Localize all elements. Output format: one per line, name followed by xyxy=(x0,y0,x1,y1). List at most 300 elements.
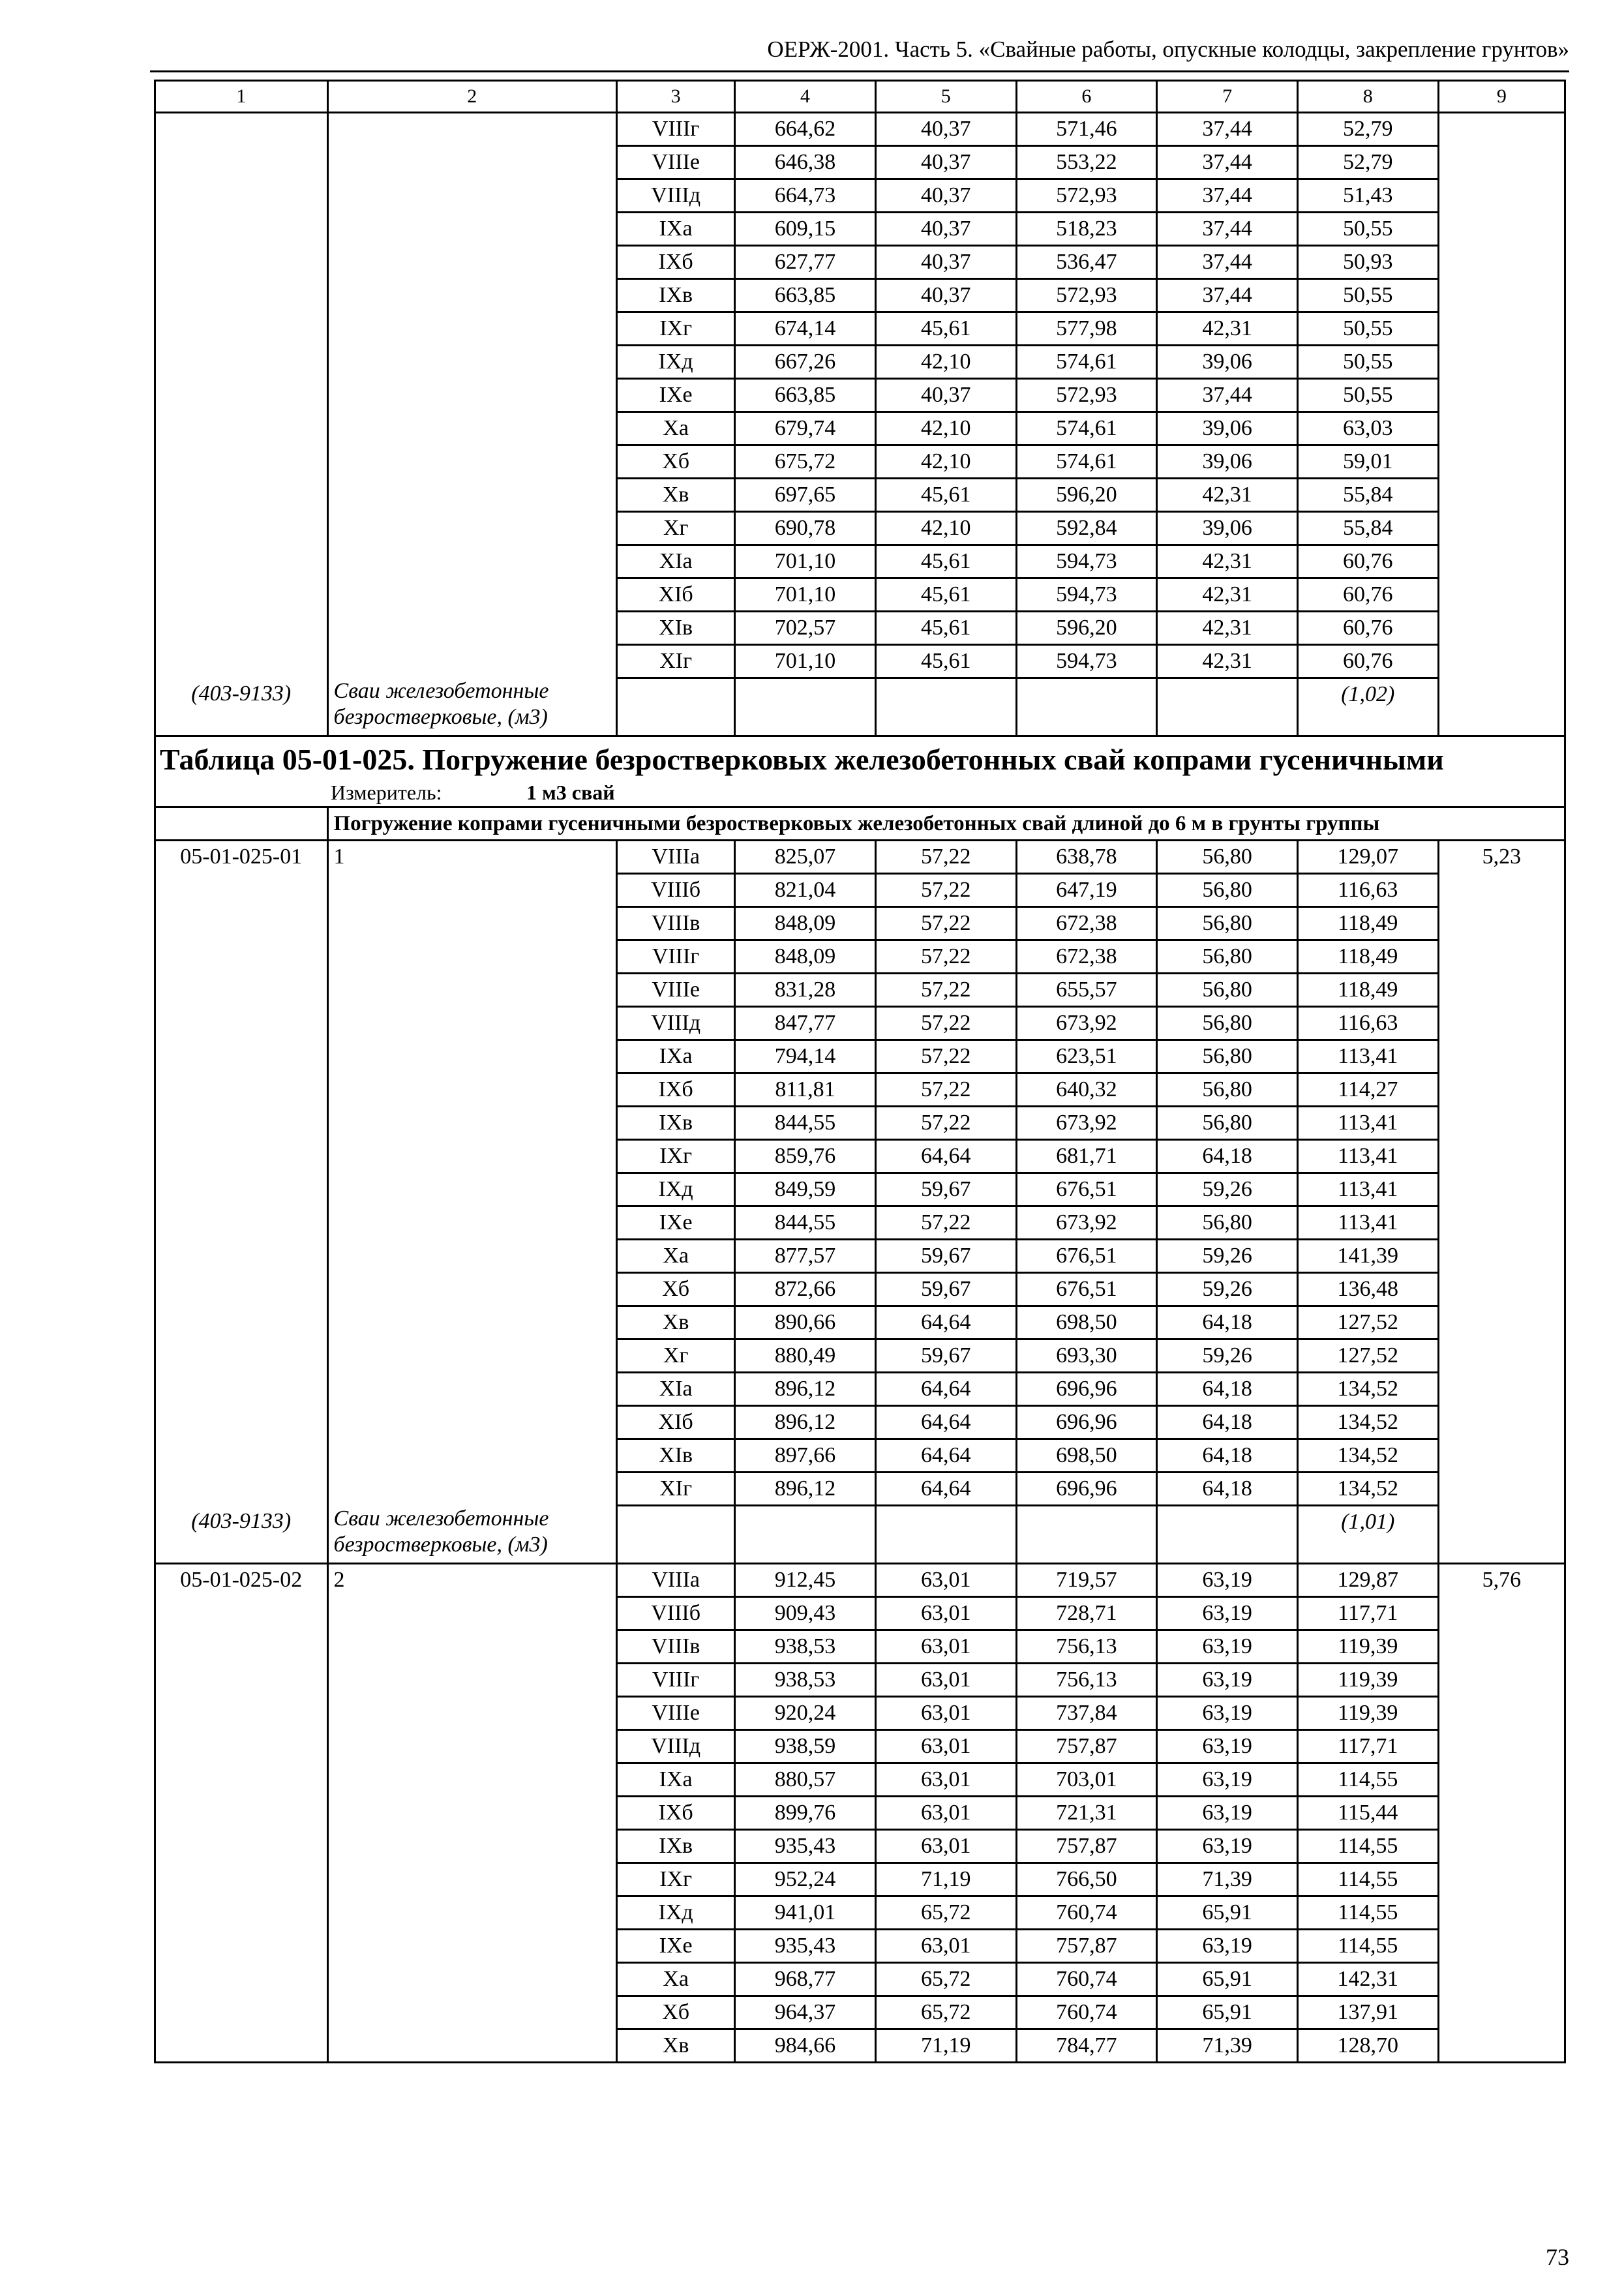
machines-cost-cell: 693,30 xyxy=(1016,1339,1157,1373)
total-cost-cell: 896,12 xyxy=(735,1406,876,1439)
soil-group-cell: VIIIа xyxy=(617,1564,735,1597)
total-cost-cell: 848,09 xyxy=(735,940,876,974)
wages-cell: 57,22 xyxy=(875,1007,1016,1040)
materials-cost-cell: 114,55 xyxy=(1297,1763,1438,1797)
wages-cell: 45,61 xyxy=(875,545,1016,578)
total-cost-cell: 831,28 xyxy=(735,974,876,1007)
unit-row-cell xyxy=(155,779,1565,807)
soil-group-cell: IXд xyxy=(617,1896,735,1930)
materials-cost-cell: 113,41 xyxy=(1297,1140,1438,1173)
machines-cost-cell: 518,23 xyxy=(1016,213,1157,246)
column-number: 1 xyxy=(155,81,328,113)
soil-group-cell: XIб xyxy=(617,578,735,612)
total-cost-cell: 702,57 xyxy=(735,612,876,645)
page-number: 73 xyxy=(1546,2244,1569,2270)
total-cost-cell: 821,04 xyxy=(735,874,876,907)
wages-cell: 63,01 xyxy=(875,1564,1016,1597)
column-number: 9 xyxy=(1438,81,1565,113)
machinist-wages-cell: 59,26 xyxy=(1157,1240,1298,1273)
total-cost-cell: 872,66 xyxy=(735,1273,876,1306)
running-header: ОЕРЖ-2001. Часть 5. «Свайные работы, опускные колодцы, закрепление грунтов» xyxy=(767,37,1569,62)
machines-cost-cell: 719,57 xyxy=(1016,1564,1157,1597)
soil-group-cell: Xа xyxy=(617,1963,735,1996)
total-cost-cell: 844,55 xyxy=(735,1206,876,1240)
machines-cost-cell: 766,50 xyxy=(1016,1863,1157,1896)
wages-cell: 65,72 xyxy=(875,1963,1016,1996)
column-number: 3 xyxy=(617,81,735,113)
unit-label: Измеритель: xyxy=(331,781,442,804)
total-cost-cell: 912,45 xyxy=(735,1564,876,1597)
total-cost-cell: 877,57 xyxy=(735,1240,876,1273)
machinist-wages-cell: 56,80 xyxy=(1157,1206,1298,1240)
soil-group-cell: VIIIб xyxy=(617,874,735,907)
soil-group-cell: IXг xyxy=(617,1863,735,1896)
materials-cost-cell: 114,55 xyxy=(1297,1863,1438,1896)
wages-cell: 57,22 xyxy=(875,874,1016,907)
machines-cost-cell: 572,93 xyxy=(1016,279,1157,312)
soil-group-cell: VIIIг xyxy=(617,113,735,146)
wages-cell: 42,10 xyxy=(875,512,1016,545)
machinist-wages-cell: 37,44 xyxy=(1157,279,1298,312)
soil-group-cell: IXд xyxy=(617,1173,735,1206)
rate-code: 05-01-025-02 xyxy=(155,1564,328,2063)
empty-cell xyxy=(875,678,1016,736)
machines-cost-cell: 640,32 xyxy=(1016,1073,1157,1107)
wages-cell: 63,01 xyxy=(875,1930,1016,1963)
estimate-table xyxy=(154,80,1566,2063)
machinist-wages-cell: 39,06 xyxy=(1157,346,1298,379)
machines-cost-cell: 728,71 xyxy=(1016,1597,1157,1630)
total-cost-cell: 968,77 xyxy=(735,1963,876,1996)
machines-cost-cell: 673,92 xyxy=(1016,1007,1157,1040)
total-cost-cell: 663,85 xyxy=(735,279,876,312)
machines-cost-cell: 596,20 xyxy=(1016,479,1157,512)
wages-cell: 65,72 xyxy=(875,1996,1016,2029)
materials-cost-cell: 55,84 xyxy=(1297,479,1438,512)
soil-group-cell: IXб xyxy=(617,1073,735,1107)
wages-cell: 57,22 xyxy=(875,974,1016,1007)
total-cost-cell: 880,57 xyxy=(735,1763,876,1797)
rate-number: 1 xyxy=(327,841,617,1506)
machines-cost-cell: 594,73 xyxy=(1016,645,1157,678)
materials-cost-cell: 127,52 xyxy=(1297,1306,1438,1339)
total-cost-cell: 909,43 xyxy=(735,1597,876,1630)
materials-cost-cell: 134,52 xyxy=(1297,1439,1438,1473)
machinist-wages-cell: 42,31 xyxy=(1157,578,1298,612)
materials-cost-cell: 116,63 xyxy=(1297,874,1438,907)
soil-group-cell: IXв xyxy=(617,1107,735,1140)
machinist-wages-cell: 63,19 xyxy=(1157,1630,1298,1664)
materials-cost-cell: 114,55 xyxy=(1297,1830,1438,1863)
machinist-wages-cell: 63,19 xyxy=(1157,1830,1298,1863)
resource-qty: (1,01) xyxy=(1297,1506,1438,1564)
total-cost-cell: 697,65 xyxy=(735,479,876,512)
materials-cost-cell: 52,79 xyxy=(1297,146,1438,179)
materials-cost-cell: 115,44 xyxy=(1297,1797,1438,1830)
wages-cell: 45,61 xyxy=(875,612,1016,645)
soil-group-cell: Xа xyxy=(617,412,735,445)
wages-cell: 40,37 xyxy=(875,179,1016,213)
machines-cost-cell: 574,61 xyxy=(1016,412,1157,445)
empty-cell xyxy=(617,1506,735,1564)
soil-group-cell: XIб xyxy=(617,1406,735,1439)
wages-cell: 42,10 xyxy=(875,412,1016,445)
wages-cell: 57,22 xyxy=(875,1206,1016,1240)
machines-cost-cell: 721,31 xyxy=(1016,1797,1157,1830)
machinist-wages-cell: 42,31 xyxy=(1157,545,1298,578)
machines-cost-cell: 757,87 xyxy=(1016,1930,1157,1963)
machines-cost-cell: 571,46 xyxy=(1016,113,1157,146)
materials-cost-cell: 141,39 xyxy=(1297,1240,1438,1273)
soil-group-cell: IXг xyxy=(617,312,735,346)
machines-cost-cell: 592,84 xyxy=(1016,512,1157,545)
machinist-wages-cell: 65,91 xyxy=(1157,1896,1298,1930)
machinist-wages-cell: 71,39 xyxy=(1157,1863,1298,1896)
machines-cost-cell: 696,96 xyxy=(1016,1473,1157,1506)
total-cost-cell: 935,43 xyxy=(735,1930,876,1963)
total-cost-cell: 701,10 xyxy=(735,578,876,612)
machinist-wages-cell: 42,31 xyxy=(1157,479,1298,512)
machines-cost-cell: 757,87 xyxy=(1016,1830,1157,1863)
machines-cost-cell: 594,73 xyxy=(1016,578,1157,612)
soil-group-cell: IXв xyxy=(617,279,735,312)
soil-group-cell: IXа xyxy=(617,1040,735,1073)
soil-group-cell: Xб xyxy=(617,1273,735,1306)
wages-cell: 59,67 xyxy=(875,1173,1016,1206)
materials-cost-cell: 60,76 xyxy=(1297,578,1438,612)
materials-cost-cell: 129,07 xyxy=(1297,841,1438,874)
resource-ref: (403-9133) xyxy=(155,678,328,736)
machines-cost-cell: 672,38 xyxy=(1016,940,1157,974)
materials-cost-cell: 59,01 xyxy=(1297,445,1438,479)
materials-cost-cell: 127,52 xyxy=(1297,1339,1438,1373)
machines-cost-cell: 596,20 xyxy=(1016,612,1157,645)
total-cost-cell: 897,66 xyxy=(735,1439,876,1473)
rate-code: 05-01-025-01 xyxy=(155,841,328,1506)
materials-cost-cell: 134,52 xyxy=(1297,1473,1438,1506)
materials-cost-cell: 134,52 xyxy=(1297,1406,1438,1439)
materials-cost-cell: 52,79 xyxy=(1297,113,1438,146)
machinist-wages-cell: 56,80 xyxy=(1157,940,1298,974)
materials-cost-cell: 50,55 xyxy=(1297,279,1438,312)
machines-cost-cell: 760,74 xyxy=(1016,1896,1157,1930)
machinist-wages-cell: 63,19 xyxy=(1157,1697,1298,1730)
wages-cell: 57,22 xyxy=(875,907,1016,940)
header-rule xyxy=(150,70,1569,72)
machinist-wages-cell: 37,44 xyxy=(1157,146,1298,179)
soil-group-cell: Xб xyxy=(617,445,735,479)
soil-group-cell: IXв xyxy=(617,1830,735,1863)
wages-cell: 45,61 xyxy=(875,578,1016,612)
wages-cell: 40,37 xyxy=(875,279,1016,312)
empty-cell xyxy=(1016,1506,1157,1564)
unit-row xyxy=(155,779,1565,807)
machinist-wages-cell: 63,19 xyxy=(1157,1664,1298,1697)
machines-cost-cell: 760,74 xyxy=(1016,1963,1157,1996)
machinist-wages-cell: 42,31 xyxy=(1157,645,1298,678)
machines-cost-cell: 574,61 xyxy=(1016,346,1157,379)
machinist-wages-cell: 56,80 xyxy=(1157,1107,1298,1140)
machinist-wages-cell: 71,39 xyxy=(1157,2029,1298,2063)
materials-cost-cell: 55,84 xyxy=(1297,512,1438,545)
total-cost-cell: 690,78 xyxy=(735,512,876,545)
empty-col9-cell xyxy=(1438,113,1565,736)
soil-group-cell: IXе xyxy=(617,1930,735,1963)
machines-cost-cell: 698,50 xyxy=(1016,1439,1157,1473)
table-row xyxy=(155,1564,1565,1597)
machines-cost-cell: 676,51 xyxy=(1016,1240,1157,1273)
machinist-wages-cell: 64,18 xyxy=(1157,1473,1298,1506)
machinist-wages-cell: 59,26 xyxy=(1157,1273,1298,1306)
soil-group-cell: XIа xyxy=(617,545,735,578)
machines-cost-cell: 647,19 xyxy=(1016,874,1157,907)
materials-cost-cell: 50,55 xyxy=(1297,312,1438,346)
machinist-wages-cell: 39,06 xyxy=(1157,512,1298,545)
machines-cost-cell: 737,84 xyxy=(1016,1697,1157,1730)
wages-cell: 57,22 xyxy=(875,841,1016,874)
machinist-wages-cell: 56,80 xyxy=(1157,1007,1298,1040)
materials-cost-cell: 118,49 xyxy=(1297,907,1438,940)
empty-cell xyxy=(1157,678,1298,736)
soil-group-cell: VIIIд xyxy=(617,1730,735,1763)
wages-cell: 42,10 xyxy=(875,445,1016,479)
machinist-wages-cell: 63,19 xyxy=(1157,1797,1298,1830)
machines-cost-cell: 673,92 xyxy=(1016,1107,1157,1140)
materials-cost-cell: 119,39 xyxy=(1297,1697,1438,1730)
machinist-wages-cell: 63,19 xyxy=(1157,1730,1298,1763)
machines-cost-cell: 638,78 xyxy=(1016,841,1157,874)
soil-group-cell: Xг xyxy=(617,512,735,545)
soil-group-cell: XIа xyxy=(617,1373,735,1406)
wages-cell: 65,72 xyxy=(875,1896,1016,1930)
machines-cost-cell: 756,13 xyxy=(1016,1630,1157,1664)
materials-cost-cell: 113,41 xyxy=(1297,1173,1438,1206)
soil-group-cell: Xб xyxy=(617,1996,735,2029)
total-cost-cell: 663,85 xyxy=(735,379,876,412)
wages-cell: 59,67 xyxy=(875,1273,1016,1306)
soil-group-cell: IXе xyxy=(617,1206,735,1240)
total-cost-cell: 938,53 xyxy=(735,1630,876,1664)
total-cost-cell: 849,59 xyxy=(735,1173,876,1206)
machinist-wages-cell: 37,44 xyxy=(1157,113,1298,146)
table-row xyxy=(155,841,1565,874)
resource-name: Сваи железобетонные безростверковые, (м3) xyxy=(327,1506,617,1564)
wages-cell: 64,64 xyxy=(875,1406,1016,1439)
total-cost-cell: 667,26 xyxy=(735,346,876,379)
wages-cell: 71,19 xyxy=(875,1863,1016,1896)
machines-cost-cell: 676,51 xyxy=(1016,1273,1157,1306)
total-cost-cell: 627,77 xyxy=(735,246,876,279)
column-number-row xyxy=(155,81,1565,113)
machinist-wages-cell: 37,44 xyxy=(1157,213,1298,246)
materials-cost-cell: 116,63 xyxy=(1297,1007,1438,1040)
total-cost-cell: 859,76 xyxy=(735,1140,876,1173)
soil-group-cell: IXг xyxy=(617,1140,735,1173)
empty-code-cell xyxy=(155,113,328,678)
total-cost-cell: 935,43 xyxy=(735,1830,876,1863)
materials-cost-cell: 113,41 xyxy=(1297,1040,1438,1073)
wages-cell: 64,64 xyxy=(875,1439,1016,1473)
total-cost-cell: 920,24 xyxy=(735,1697,876,1730)
total-cost-cell: 848,09 xyxy=(735,907,876,940)
machines-cost-cell: 681,71 xyxy=(1016,1140,1157,1173)
empty-cell xyxy=(1016,678,1157,736)
labour-cell: 5,23 xyxy=(1438,841,1565,1564)
section-subtitle: Погружение копрами гусеничными безростверковых железобетонных свай длиной до 6 м в грунты группы xyxy=(327,807,1565,841)
total-cost-cell: 952,24 xyxy=(735,1863,876,1896)
total-cost-cell: 701,10 xyxy=(735,645,876,678)
machinist-wages-cell: 56,80 xyxy=(1157,1040,1298,1073)
wages-cell: 63,01 xyxy=(875,1664,1016,1697)
empty-cell xyxy=(155,807,328,841)
soil-group-cell: VIIIд xyxy=(617,179,735,213)
total-cost-cell: 896,12 xyxy=(735,1473,876,1506)
materials-cost-cell: 50,93 xyxy=(1297,246,1438,279)
machinist-wages-cell: 59,26 xyxy=(1157,1173,1298,1206)
soil-group-cell: XIв xyxy=(617,612,735,645)
total-cost-cell: 664,73 xyxy=(735,179,876,213)
wages-cell: 64,64 xyxy=(875,1140,1016,1173)
materials-cost-cell: 117,71 xyxy=(1297,1597,1438,1630)
machines-cost-cell: 577,98 xyxy=(1016,312,1157,346)
machines-cost-cell: 572,93 xyxy=(1016,379,1157,412)
unit-value: 1 м3 свай xyxy=(526,781,615,804)
wages-cell: 57,22 xyxy=(875,1040,1016,1073)
machinist-wages-cell: 39,06 xyxy=(1157,412,1298,445)
machinist-wages-cell: 63,19 xyxy=(1157,1930,1298,1963)
total-cost-cell: 880,49 xyxy=(735,1339,876,1373)
materials-cost-cell: 136,48 xyxy=(1297,1273,1438,1306)
table-title: Таблица 05-01-025. Погружение безростверковых железобетонных свай копрами гусеничными xyxy=(155,736,1565,779)
soil-group-cell: Xв xyxy=(617,479,735,512)
wages-cell: 57,22 xyxy=(875,1073,1016,1107)
resource-row xyxy=(155,1506,1565,1564)
machines-cost-cell: 698,50 xyxy=(1016,1306,1157,1339)
soil-group-cell: IXа xyxy=(617,213,735,246)
machinist-wages-cell: 56,80 xyxy=(1157,841,1298,874)
total-cost-cell: 941,01 xyxy=(735,1896,876,1930)
wages-cell: 40,37 xyxy=(875,146,1016,179)
materials-cost-cell: 60,76 xyxy=(1297,612,1438,645)
labour-cell: 5,76 xyxy=(1438,1564,1565,2063)
machinist-wages-cell: 37,44 xyxy=(1157,179,1298,213)
materials-cost-cell: 137,91 xyxy=(1297,1996,1438,2029)
machines-cost-cell: 757,87 xyxy=(1016,1730,1157,1763)
soil-group-cell: XIг xyxy=(617,645,735,678)
resource-name: Сваи железобетонные безростверковые, (м3) xyxy=(327,678,617,736)
machines-cost-cell: 673,92 xyxy=(1016,1206,1157,1240)
machinist-wages-cell: 64,18 xyxy=(1157,1140,1298,1173)
soil-group-cell: IXа xyxy=(617,1763,735,1797)
materials-cost-cell: 118,49 xyxy=(1297,974,1438,1007)
soil-group-cell: Xа xyxy=(617,1240,735,1273)
empty-cell xyxy=(617,678,735,736)
soil-group-cell: IXб xyxy=(617,246,735,279)
materials-cost-cell: 60,76 xyxy=(1297,645,1438,678)
materials-cost-cell: 119,39 xyxy=(1297,1664,1438,1697)
total-cost-cell: 664,62 xyxy=(735,113,876,146)
machines-cost-cell: 572,93 xyxy=(1016,179,1157,213)
wages-cell: 71,19 xyxy=(875,2029,1016,2063)
machinist-wages-cell: 64,18 xyxy=(1157,1406,1298,1439)
total-cost-cell: 646,38 xyxy=(735,146,876,179)
soil-group-cell: VIIIд xyxy=(617,1007,735,1040)
total-cost-cell: 890,66 xyxy=(735,1306,876,1339)
machines-cost-cell: 536,47 xyxy=(1016,246,1157,279)
total-cost-cell: 896,12 xyxy=(735,1373,876,1406)
soil-group-cell: VIIIб xyxy=(617,1597,735,1630)
wages-cell: 64,64 xyxy=(875,1373,1016,1406)
materials-cost-cell: 50,55 xyxy=(1297,379,1438,412)
empty-cell xyxy=(735,1506,876,1564)
total-cost-cell: 674,14 xyxy=(735,312,876,346)
total-cost-cell: 679,74 xyxy=(735,412,876,445)
machines-cost-cell: 784,77 xyxy=(1016,2029,1157,2063)
machines-cost-cell: 623,51 xyxy=(1016,1040,1157,1073)
total-cost-cell: 794,14 xyxy=(735,1040,876,1073)
wages-cell: 63,01 xyxy=(875,1797,1016,1830)
machinist-wages-cell: 37,44 xyxy=(1157,379,1298,412)
wages-cell: 57,22 xyxy=(875,1107,1016,1140)
total-cost-cell: 844,55 xyxy=(735,1107,876,1140)
empty-cell xyxy=(875,1506,1016,1564)
materials-cost-cell: 113,41 xyxy=(1297,1206,1438,1240)
machinist-wages-cell: 64,18 xyxy=(1157,1439,1298,1473)
resource-ref: (403-9133) xyxy=(155,1506,328,1564)
machinist-wages-cell: 64,18 xyxy=(1157,1373,1298,1406)
materials-cost-cell: 51,43 xyxy=(1297,179,1438,213)
total-cost-cell: 811,81 xyxy=(735,1073,876,1107)
resource-qty: (1,02) xyxy=(1297,678,1438,736)
machines-cost-cell: 756,13 xyxy=(1016,1664,1157,1697)
materials-cost-cell: 113,41 xyxy=(1297,1107,1438,1140)
wages-cell: 63,01 xyxy=(875,1730,1016,1763)
machinist-wages-cell: 56,80 xyxy=(1157,974,1298,1007)
wages-cell: 63,01 xyxy=(875,1830,1016,1863)
materials-cost-cell: 63,03 xyxy=(1297,412,1438,445)
column-number: 6 xyxy=(1016,81,1157,113)
machines-cost-cell: 676,51 xyxy=(1016,1173,1157,1206)
total-cost-cell: 964,37 xyxy=(735,1996,876,2029)
soil-group-cell: VIIIе xyxy=(617,146,735,179)
soil-group-cell: VIIIе xyxy=(617,974,735,1007)
machines-cost-cell: 672,38 xyxy=(1016,907,1157,940)
materials-cost-cell: 128,70 xyxy=(1297,2029,1438,2063)
machines-cost-cell: 760,74 xyxy=(1016,1996,1157,2029)
column-number: 7 xyxy=(1157,81,1298,113)
machinist-wages-cell: 56,80 xyxy=(1157,907,1298,940)
materials-cost-cell: 60,76 xyxy=(1297,545,1438,578)
column-number: 4 xyxy=(735,81,876,113)
wages-cell: 63,01 xyxy=(875,1697,1016,1730)
machines-cost-cell: 655,57 xyxy=(1016,974,1157,1007)
machinist-wages-cell: 59,26 xyxy=(1157,1339,1298,1373)
wages-cell: 45,61 xyxy=(875,479,1016,512)
materials-cost-cell: 142,31 xyxy=(1297,1963,1438,1996)
rate-number: 2 xyxy=(327,1564,617,2063)
total-cost-cell: 847,77 xyxy=(735,1007,876,1040)
materials-cost-cell: 129,87 xyxy=(1297,1564,1438,1597)
total-cost-cell: 899,76 xyxy=(735,1797,876,1830)
wages-cell: 64,64 xyxy=(875,1473,1016,1506)
total-cost-cell: 701,10 xyxy=(735,545,876,578)
wages-cell: 63,01 xyxy=(875,1630,1016,1664)
empty-name-cell xyxy=(327,113,617,678)
materials-cost-cell: 134,52 xyxy=(1297,1373,1438,1406)
soil-group-cell: VIIIг xyxy=(617,940,735,974)
machinist-wages-cell: 63,19 xyxy=(1157,1597,1298,1630)
wages-cell: 40,37 xyxy=(875,213,1016,246)
